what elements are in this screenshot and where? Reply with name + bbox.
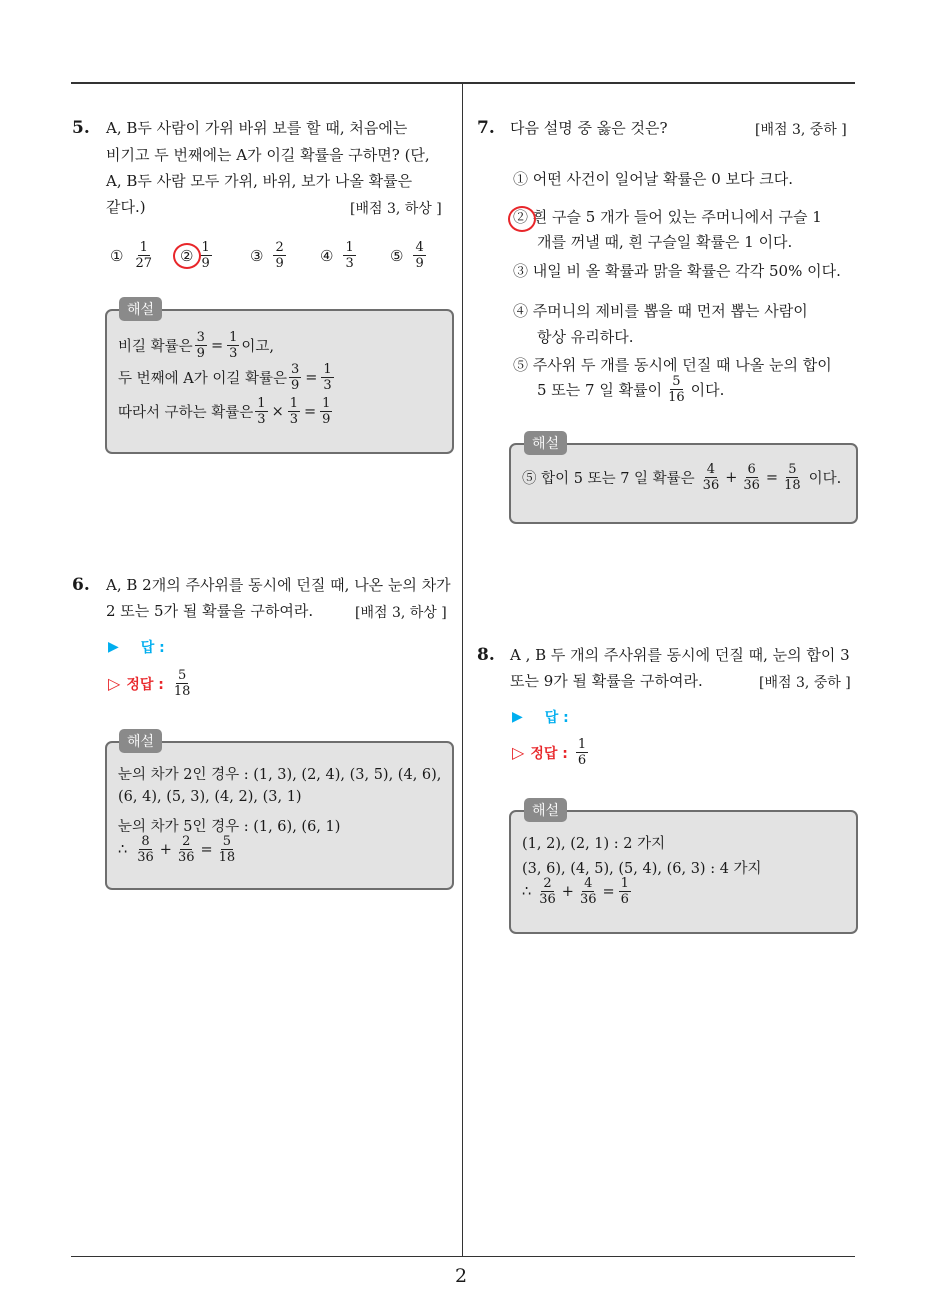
q5-line-4: 같다.): [106, 198, 146, 216]
q5-line-2: 비기고 두 번째에는 A가 이길 확률을 구하면? (단,: [106, 146, 430, 164]
q8-explanation-tag: 해설: [524, 798, 567, 822]
q7-option-5b: 5 또는 7 일 확률이 $\frac{5}{16}$ 이다.: [537, 374, 725, 405]
q5-choice-1[interactable]: [110, 240, 156, 271]
outline-arrow-icon: ▷: [108, 674, 121, 693]
choice-fraction: $\frac{1}{27}$: [135, 240, 152, 271]
q6-exp-line-4: ∴ $\frac{8}{36}$ + $\frac{2}{36}$ = $\frac{5}{18}$: [118, 834, 236, 865]
choice-fraction: $\frac{1}{3}$: [345, 240, 354, 271]
answer-label: 답 :: [140, 640, 165, 656]
q7-exp-line-1: ⑤ 합이 5 또는 7 일 확률은 $\frac{4}{36}$ + $\frac{6}{36}$ = $\frac{5}{18}$ 이다.: [522, 462, 842, 493]
outline-arrow-icon: ▷: [512, 743, 525, 762]
choice-mark: ④: [320, 246, 334, 265]
selected-answer-circle: [173, 243, 201, 269]
choice-mark: ③: [250, 246, 264, 265]
choice-fraction: $\frac{2}{9}$: [275, 240, 284, 271]
q7-option-4b: 항상 유리하다.: [537, 328, 634, 346]
q7-option-2a[interactable]: ② 흰 구슬 5 개가 들어 있는 주머니에서 구슬 1: [513, 208, 822, 226]
selected-answer-circle: [508, 206, 536, 232]
q5-choice-3[interactable]: [250, 240, 288, 271]
q8-number: 8.: [477, 645, 495, 665]
page-number: 2: [455, 1265, 468, 1287]
choice-fraction: $\frac{4}{9}$: [415, 240, 424, 271]
play-arrow-icon: ▶: [512, 709, 523, 725]
q8-exp-line-1: (1, 2), (2, 1) : 2 가지: [522, 836, 666, 852]
correct-label: 정답 :: [530, 745, 568, 762]
correct-label: 정답 :: [126, 676, 164, 693]
q7-option-2b: 개를 꺼낼 때, 흰 구슬일 확률은 1 이다.: [537, 233, 793, 251]
q6-exp-line-2: (6, 4), (5, 3), (4, 2), (3, 1): [118, 789, 302, 805]
choice-mark: ⑤: [390, 246, 404, 265]
q8-correct-row: [512, 737, 590, 768]
q8-exp-line-2: (3, 6), (4, 5), (5, 4), (6, 3) : 4 가지: [522, 861, 762, 877]
q5-explanation-tag: 해설: [119, 297, 162, 321]
q6-score: [배점 3, 하상 ]: [355, 605, 447, 621]
q6-exp-line-1: 눈의 차가 2인 경우 : (1, 3), (2, 4), (3, 5), (4, 6),: [118, 767, 442, 783]
q8-line-2: 또는 9가 될 확률을 구하여라.: [510, 672, 703, 690]
q6-line-2: 2 또는 5가 될 확률을 구하여라.: [106, 602, 314, 620]
choice-mark: ①: [110, 246, 124, 265]
q5-exp-line-1: 비길 확률은 $\frac{3}{9}$ = $\frac{1}{3}$ 이고,: [118, 330, 274, 361]
q5-score: [배점 3, 하상 ]: [350, 201, 442, 217]
q7-option-4a[interactable]: ④ 주머니의 제비를 뽑을 때 먼저 뽑는 사람이: [513, 302, 808, 320]
choice-fraction: $\frac{1}{9}$: [201, 240, 210, 271]
q8-score: [배점 3, 중하 ]: [759, 675, 851, 691]
column-divider: [462, 84, 463, 1256]
q5-line-1: A, B두 사람이 가위 바위 보를 할 때, 처음에는: [106, 119, 408, 137]
q6-line-1: A, B 2개의 주사위를 동시에 던질 때, 나온 눈의 차가: [106, 576, 451, 594]
q5-exp-line-3: 따라서 구하는 확률은 $\frac{1}{3}$ × $\frac{1}{3}$ = $\frac{1}{9}$: [118, 396, 331, 427]
q7-score: [배점 3, 중하 ]: [755, 122, 847, 138]
q5-exp-line-2: 두 번째에 A가 이길 확률은 $\frac{3}{9}$ = $\frac{1}{3}$: [118, 362, 332, 393]
q7-option-5a[interactable]: ⑤ 주사위 두 개를 동시에 던질 때 나올 눈의 합이: [513, 356, 832, 374]
correct-fraction: $\frac{5}{18}$: [173, 668, 191, 699]
top-rule: [71, 82, 855, 84]
q5-line-3: A, B두 사람 모두 가위, 바위, 보가 나올 확률은: [106, 172, 413, 190]
correct-fraction: $\frac{1}{6}$: [577, 737, 587, 768]
q8-answer-row[interactable]: [512, 707, 569, 727]
q7-option-1[interactable]: ① 어떤 사건이 일어날 확률은 0 보다 크다.: [513, 170, 794, 188]
answer-label: 답 :: [544, 710, 569, 726]
q5-choice-5[interactable]: [390, 240, 428, 271]
q8-line-1: A , B 두 개의 주사위를 동시에 던질 때, 눈의 합이 3: [510, 646, 850, 664]
q7-title: 다음 설명 중 옳은 것은?: [510, 119, 668, 137]
q7-option-3[interactable]: ③ 내일 비 올 확률과 맑을 확률은 각각 50% 이다.: [513, 262, 841, 280]
q7-number: 7.: [477, 118, 495, 138]
play-arrow-icon: ▶: [108, 639, 119, 655]
q6-correct-row: [108, 668, 194, 699]
q6-answer-row[interactable]: [108, 637, 165, 657]
choice-mark: ②: [180, 246, 194, 265]
bottom-rule: [71, 1256, 855, 1257]
q8-exp-line-3: ∴ $\frac{2}{36}$ + $\frac{4}{36}$ = $\frac{1}{6}$: [522, 876, 629, 907]
q6-exp-line-3: 눈의 차가 5인 경우 : (1, 6), (6, 1): [118, 819, 341, 835]
q6-number: 6.: [72, 575, 90, 595]
q5-number: 5.: [72, 118, 90, 138]
q6-explanation-tag: 해설: [119, 729, 162, 753]
q5-choice-4[interactable]: [320, 240, 358, 271]
q7-explanation-tag: 해설: [524, 431, 567, 455]
